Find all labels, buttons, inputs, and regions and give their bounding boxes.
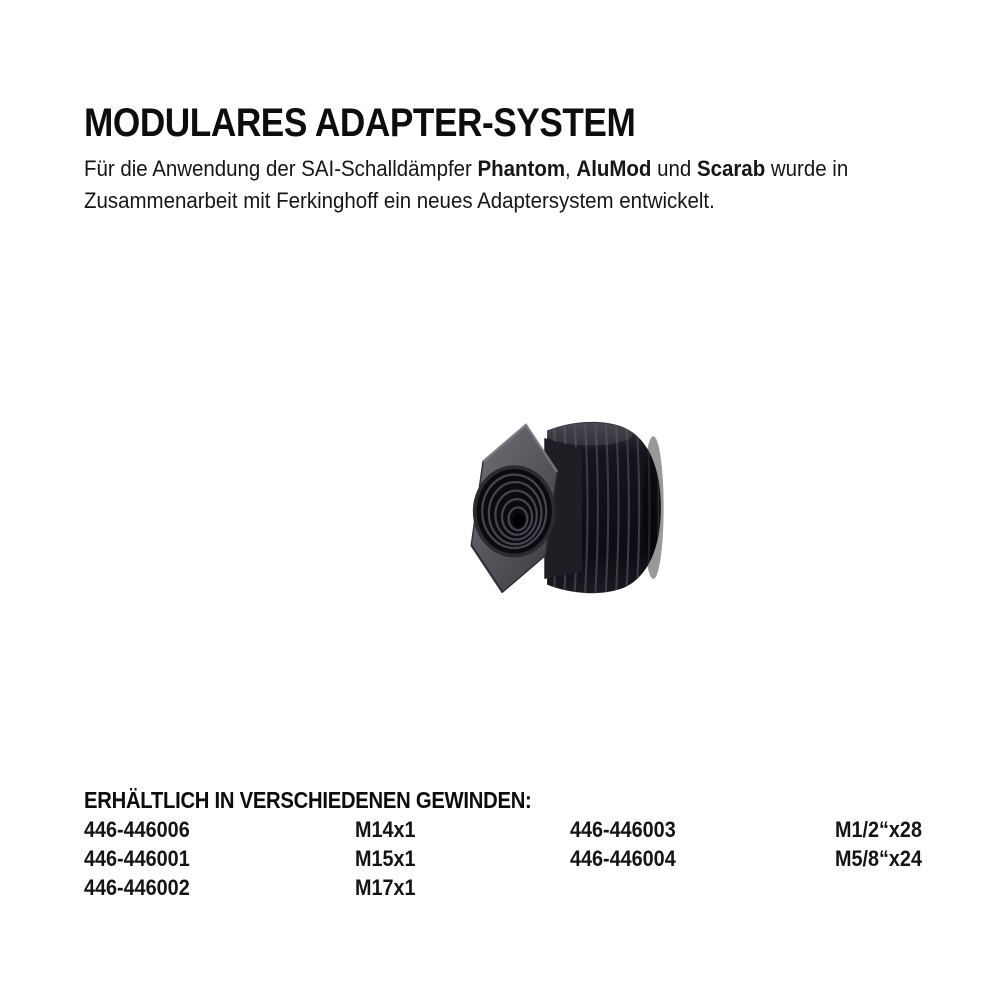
thread-table: [84, 815, 964, 902]
adapter-internal-thread: [473, 465, 556, 557]
table-cell-sku: [84, 844, 355, 873]
table-cell-sku: [570, 815, 835, 844]
table-cell-thread: [835, 844, 964, 873]
intro-text: [84, 153, 884, 217]
intro-seg2: wurde in Zusammenarbeit mit Ferkinghoff ein neues Adaptersystem entwickelt.: [84, 156, 849, 213]
table-cell-sku: [84, 815, 355, 844]
availability-heading: [84, 787, 593, 815]
page-title-text: MODULARES ADAPTER-SYSTEM: [84, 100, 636, 145]
intro-seg1: Für die Anwendung der SAI-Schalldämpfer: [84, 156, 478, 181]
table-cell-thread: [355, 815, 570, 844]
sku-value: 446-446006: [84, 817, 190, 842]
thread-value: M5/8“x24: [835, 846, 922, 871]
table-cell-sku: [84, 873, 355, 902]
product-name-scarab: Scarab: [696, 156, 766, 181]
table-cell-thread: [355, 844, 570, 873]
sku-value: 446-446003: [570, 817, 676, 842]
table-cell-thread: [835, 815, 964, 844]
availability-heading-text: ERHÄLTLICH IN VERSCHIEDENEN GEWINDEN:: [84, 787, 532, 814]
thread-value: M1/2“x28: [835, 817, 922, 842]
table-cell-empty: [835, 873, 964, 902]
table-cell-empty: [570, 873, 835, 902]
intro-paragraph: [84, 153, 944, 217]
thread-value: M14x1: [355, 817, 416, 842]
table-cell-thread: [355, 873, 570, 902]
product-name-alumod: AluMod: [576, 156, 652, 181]
sku-value: 446-446004: [570, 846, 676, 871]
thread-value: M17x1: [355, 875, 416, 900]
thread-value: M15x1: [355, 846, 416, 871]
product-name-phantom: Phantom: [477, 156, 566, 181]
sku-value: 446-446002: [84, 875, 190, 900]
intro-sep2: und: [651, 156, 697, 181]
table-cell-sku: [570, 844, 835, 873]
thread-adapter-illustration: [439, 402, 674, 614]
product-photo-thread-adapter: [439, 402, 674, 614]
page-title: [84, 100, 711, 145]
sku-value: 446-446001: [84, 846, 190, 871]
intro-sep1: ,: [565, 156, 577, 181]
